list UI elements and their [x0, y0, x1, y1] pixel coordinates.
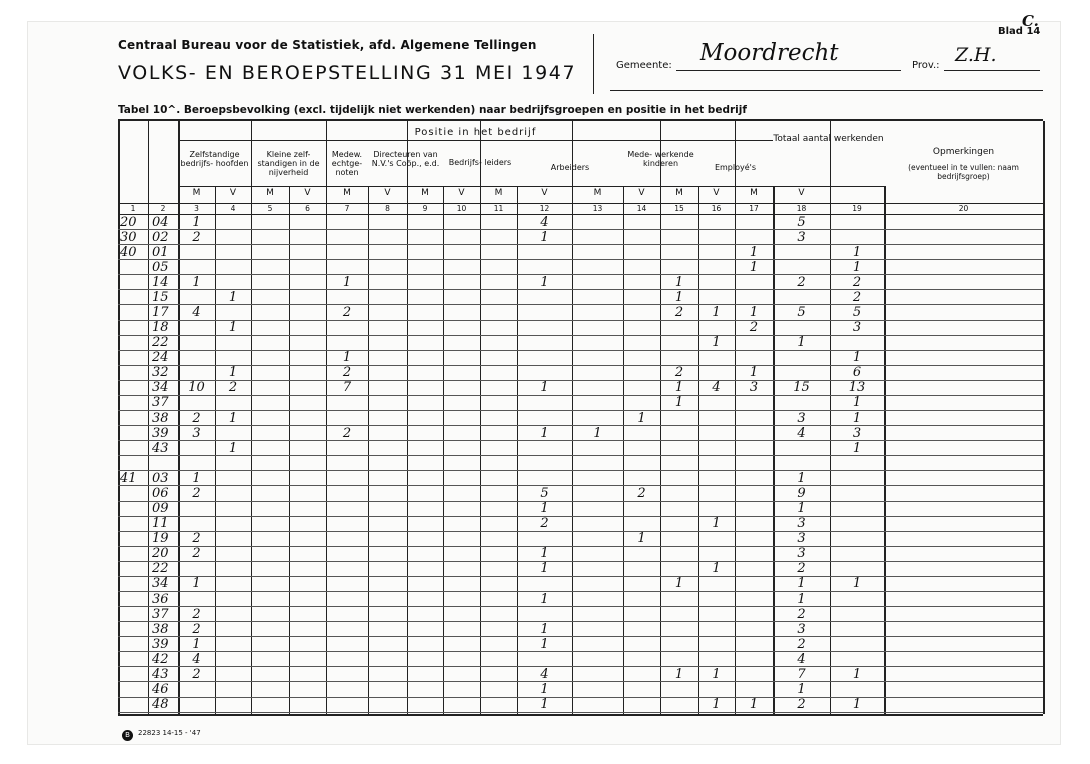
row-line	[118, 606, 1043, 607]
cell-value: 4	[192, 304, 201, 320]
column-number: 2	[160, 204, 166, 213]
row-groep: 22	[152, 335, 169, 351]
mv-label: M	[421, 188, 429, 198]
cell-value: 1	[192, 576, 201, 592]
header-totaal: Totaal aantal werkenden	[773, 134, 884, 144]
cell-value: 2	[797, 561, 806, 577]
row-line	[118, 350, 1043, 351]
mv-label: M	[675, 188, 683, 198]
cell-value: 1	[228, 289, 238, 305]
row-line	[118, 651, 1043, 652]
row-groep: 02	[152, 229, 169, 245]
column-number: 11	[493, 204, 504, 213]
row-line	[118, 531, 1043, 532]
row-groep: 42	[152, 651, 169, 667]
row-klasse: 40	[120, 244, 137, 260]
column-number: 7	[344, 204, 350, 213]
cell-value: 1	[852, 395, 862, 411]
cell-value: 2	[674, 365, 684, 381]
cell-value: 1	[540, 501, 549, 517]
row-line	[118, 380, 1043, 381]
cell-value: 5	[852, 304, 862, 320]
row-line	[118, 244, 1043, 245]
cell-value: 2	[192, 606, 201, 622]
cell-value: 15	[793, 380, 810, 396]
cell-value: 13	[848, 380, 866, 396]
row-groep: 15	[152, 289, 169, 305]
cell-value: 1	[852, 440, 862, 456]
column-number: 14	[636, 204, 647, 213]
cell-value: 1	[540, 621, 549, 637]
cell-value: 1	[192, 470, 201, 486]
cell-value: 1	[797, 576, 806, 592]
positie-header: Positie in het bedrijf	[414, 127, 537, 138]
cell-value: 2	[192, 229, 201, 245]
cell-value: 2	[540, 516, 549, 532]
row-groep: 39	[152, 636, 169, 652]
mv-label: V	[384, 188, 391, 198]
column-number: 1	[130, 204, 136, 213]
cell-value: 1	[228, 410, 238, 426]
cell-value: 1	[674, 274, 684, 290]
cell-value: 4	[192, 651, 201, 667]
mv-label: M	[593, 188, 602, 198]
mv-label: V	[458, 188, 465, 198]
row-line	[118, 320, 1043, 321]
cell-value: 3	[797, 410, 806, 426]
row-klasse: 41	[120, 470, 137, 486]
column-number: 6	[305, 204, 310, 213]
column-number: 5	[267, 204, 273, 213]
blad-mark: C.	[1022, 12, 1039, 30]
cell-value: 1	[712, 304, 721, 320]
column-line	[884, 186, 886, 714]
row-line	[118, 636, 1043, 637]
cell-value: 1	[228, 320, 238, 336]
row-line	[118, 516, 1043, 517]
cell-value: 1	[674, 380, 684, 396]
cell-value: 2	[797, 697, 806, 713]
row-groep: 05	[152, 259, 169, 275]
cell-value: 1	[540, 229, 549, 245]
cell-value: 1	[797, 470, 806, 486]
row-line	[118, 681, 1043, 682]
row-line	[118, 621, 1043, 622]
cell-value: 3	[797, 531, 806, 547]
cell-value: 1	[342, 274, 352, 290]
cell-value: 1	[540, 274, 549, 290]
row-line	[118, 365, 1043, 366]
column-number: 12	[539, 204, 550, 213]
cell-value: 4	[712, 380, 721, 396]
cell-value: 1	[749, 365, 759, 381]
cell-value: 2	[342, 425, 352, 441]
row-groep: 22	[152, 561, 169, 577]
row-groep: 39	[152, 425, 169, 441]
cell-value: 3	[797, 621, 806, 637]
row-klasse: 20	[120, 214, 137, 230]
row-groep: 03	[152, 470, 169, 486]
cell-value: 1	[797, 501, 806, 517]
gemeente-label: Gemeente:	[616, 60, 672, 71]
cell-value: 1	[852, 410, 862, 426]
table-bottom-rule	[118, 714, 1043, 716]
group-line	[326, 140, 327, 186]
row-groep: 38	[152, 621, 169, 637]
mv-label: V	[229, 188, 237, 198]
column-number: 4	[230, 204, 236, 213]
row-groep: 46	[152, 681, 169, 697]
row-groep: 04	[152, 214, 169, 230]
row-groep: 36	[152, 591, 169, 607]
column-number: 20	[958, 204, 969, 213]
cell-value: 2	[192, 621, 201, 637]
cell-value: 1	[749, 697, 759, 713]
header-opmerkingen: Opmerkingen	[932, 147, 995, 157]
row-groep: 48	[152, 697, 169, 713]
cell-value: 6	[852, 365, 862, 381]
prov-underline	[944, 70, 1040, 71]
row-groep: 43	[152, 666, 169, 682]
header-employes: Employé's	[714, 163, 757, 172]
row-groep: 01	[152, 244, 169, 260]
row-line	[118, 561, 1043, 562]
mv-label: M	[750, 188, 758, 198]
cell-value: 1	[797, 335, 806, 351]
prov-label: Prov.:	[912, 60, 940, 71]
row-line	[118, 470, 1043, 471]
column-number: 3	[194, 204, 199, 213]
cell-value: 7	[797, 666, 806, 682]
blad-number: Blad 14	[998, 26, 1041, 37]
mv-label: M	[266, 188, 274, 198]
cell-value: 4	[797, 425, 806, 441]
row-groep: 20	[152, 546, 169, 562]
cell-value: 2	[852, 289, 862, 305]
cell-value: 1	[540, 681, 549, 697]
row-groep: 43	[152, 440, 169, 456]
cell-value: 2	[797, 636, 806, 652]
number-rule	[118, 214, 1043, 215]
column-number: 13	[592, 204, 603, 213]
cell-value: 2	[192, 485, 201, 501]
header-directeuren: Directeuren van N.V.'s Coöp., e.d.	[371, 150, 440, 168]
cell-value: 1	[192, 636, 201, 652]
cell-value: 1	[674, 576, 684, 592]
cell-value: 4	[540, 666, 549, 682]
cell-value: 3	[797, 229, 806, 245]
cell-value: 3	[852, 320, 862, 336]
print-code: 22823 14-15 - '47	[138, 729, 201, 737]
cell-value: 1	[797, 591, 806, 607]
row-groep: 37	[152, 395, 169, 411]
cell-value: 1	[712, 516, 721, 532]
gemeente-value: Moordrecht	[700, 40, 839, 66]
table-top-rule	[118, 119, 1043, 121]
cell-value: 1	[674, 289, 684, 305]
cell-value: 3	[192, 425, 201, 441]
row-groep: 18	[152, 320, 169, 336]
header-medewerkende: Mede- werkende kinderen	[627, 150, 694, 168]
mv-label: V	[638, 188, 645, 198]
cell-value: 1	[797, 681, 806, 697]
row-line	[118, 666, 1043, 667]
row-line	[118, 289, 1043, 290]
column-number: 15	[674, 204, 684, 213]
row-groep: 37	[152, 606, 169, 622]
row-line	[118, 395, 1043, 396]
row-groep: 11	[152, 516, 169, 532]
row-line	[118, 274, 1043, 275]
cell-value: 1	[674, 666, 684, 682]
cell-value: 1	[228, 365, 238, 381]
cell-value: 1	[852, 666, 862, 682]
row-groep: 38	[152, 410, 169, 426]
row-line	[118, 259, 1043, 260]
cell-value: 1	[749, 259, 759, 275]
row-klasse: 30	[120, 229, 137, 245]
header-medew: Medew. echtge- noten	[331, 150, 363, 177]
mv-label: M	[494, 188, 503, 198]
cell-value: 1	[852, 244, 862, 260]
row-line	[118, 485, 1043, 486]
cell-value: 2	[192, 546, 201, 562]
mv-rule	[178, 186, 884, 187]
cell-value: 2	[342, 304, 352, 320]
mv-label: V	[304, 188, 311, 198]
cell-value: 2	[637, 485, 646, 501]
column-line	[1043, 121, 1045, 714]
column-number: 19	[852, 204, 862, 213]
prov-value: Z.H.	[955, 44, 997, 66]
cell-value: 1	[637, 531, 646, 547]
mv-line	[623, 186, 624, 714]
cell-value: 1	[342, 350, 352, 366]
mv-line	[698, 186, 699, 714]
mv-label: M	[343, 188, 351, 198]
header-rule	[610, 90, 1043, 91]
cell-value: 5	[797, 214, 806, 230]
column-number: 18	[796, 204, 807, 213]
cell-value: 9	[797, 485, 806, 501]
header-zelfstandige: Zelfstandige bedrijfs- hoofden	[180, 150, 249, 168]
column-number: 16	[711, 204, 722, 213]
form-title: VOLKS- EN BEROEPSTELLING 31 MEI 1947	[118, 62, 577, 84]
group-line	[251, 140, 252, 186]
cell-value: 2	[192, 666, 201, 682]
mv-label: V	[798, 188, 805, 198]
cell-value: 1	[712, 335, 721, 351]
cell-value: 1	[228, 440, 238, 456]
header-kleine: Kleine zelf- standigen in de nijverheid	[257, 150, 320, 177]
cell-value: 3	[749, 380, 759, 396]
row-line	[118, 591, 1043, 592]
cell-value: 1	[540, 380, 549, 396]
cell-value: 1	[540, 697, 549, 713]
header-opmerkingen-sub: (eventueel in te vullen: naam bedrijfsgroep)	[908, 163, 1019, 181]
cell-value: 1	[852, 259, 862, 275]
row-groep: 34	[152, 380, 169, 396]
mv-label: V	[541, 188, 548, 198]
positie-rule	[178, 140, 773, 141]
column-number: 17	[749, 204, 759, 213]
cell-value: 1	[593, 425, 602, 441]
row-line	[118, 712, 1043, 713]
row-line	[118, 697, 1043, 698]
row-line	[118, 501, 1043, 502]
column-number: 8	[385, 204, 390, 213]
cell-value: 2	[192, 531, 201, 547]
cell-value: 1	[852, 697, 862, 713]
cell-value: 1	[712, 561, 721, 577]
mv-line	[443, 186, 444, 714]
cell-value: 2	[192, 410, 201, 426]
cell-value: 1	[852, 576, 862, 592]
row-groep: 17	[152, 304, 169, 320]
cell-value: 5	[540, 485, 549, 501]
row-groep: 24	[152, 350, 169, 366]
gemeente-underline	[676, 70, 901, 71]
row-line	[118, 546, 1043, 547]
cell-value: 2	[797, 606, 806, 622]
row-line	[118, 335, 1043, 336]
row-groep: 06	[152, 485, 169, 501]
cell-value: 4	[540, 214, 549, 230]
cell-value: 4	[797, 651, 806, 667]
cell-value: 5	[797, 304, 806, 320]
organization-heading: Centraal Bureau voor de Statistiek, afd. Algemene Tellingen	[118, 38, 537, 52]
mv-line	[289, 186, 290, 714]
cell-value: 1	[749, 304, 759, 320]
cell-value: 1	[712, 666, 721, 682]
cell-value: 1	[192, 214, 201, 230]
table-caption: Tabel 10^. Beroepsbevolking (excl. tijdelijk niet werkenden) naar bedrijfsgroepen en positie in het bedrijf	[118, 104, 747, 116]
cell-value: 1	[540, 561, 549, 577]
cell-value: 1	[749, 244, 759, 260]
cell-value: 2	[228, 380, 238, 396]
cell-value: 1	[540, 591, 549, 607]
cell-value: 10	[188, 380, 205, 396]
cell-value: 2	[852, 274, 862, 290]
cell-value: 2	[797, 274, 806, 290]
mv-label: M	[192, 188, 201, 198]
cell-value: 1	[712, 697, 721, 713]
row-groep: 09	[152, 501, 169, 517]
header-divider	[593, 34, 594, 94]
column-number: 9	[422, 204, 428, 213]
cell-value: 2	[674, 304, 684, 320]
cell-value: 3	[797, 546, 806, 562]
mv-line	[368, 186, 369, 714]
cell-value: 1	[637, 410, 646, 426]
cell-value: 1	[674, 395, 684, 411]
cell-value: 1	[540, 636, 549, 652]
row-line	[118, 229, 1043, 230]
column-number: 10	[456, 204, 467, 213]
header-bedrijfsleiders: Bedrijfs- leiders	[448, 158, 512, 167]
row-line	[118, 304, 1043, 305]
row-groep: 34	[152, 576, 169, 592]
cell-value: 1	[852, 350, 862, 366]
cell-value: 3	[852, 425, 862, 441]
row-line	[118, 455, 1043, 456]
mv-label: V	[713, 188, 720, 198]
row-groep: 32	[152, 365, 169, 381]
cell-value: 1	[540, 546, 549, 562]
row-line	[118, 576, 1043, 577]
cell-value: 1	[192, 274, 201, 290]
cell-value: 7	[342, 380, 352, 396]
cell-value: 1	[540, 425, 549, 441]
row-groep: 14	[152, 274, 169, 290]
cell-value: 2	[749, 320, 759, 336]
row-groep: 19	[152, 531, 169, 547]
cell-value: 3	[797, 516, 806, 532]
row-line	[118, 410, 1043, 411]
cell-value: 2	[342, 365, 352, 381]
header-arbeiders: Arbeiders	[550, 163, 590, 172]
printer-mark-icon: B	[122, 730, 133, 741]
